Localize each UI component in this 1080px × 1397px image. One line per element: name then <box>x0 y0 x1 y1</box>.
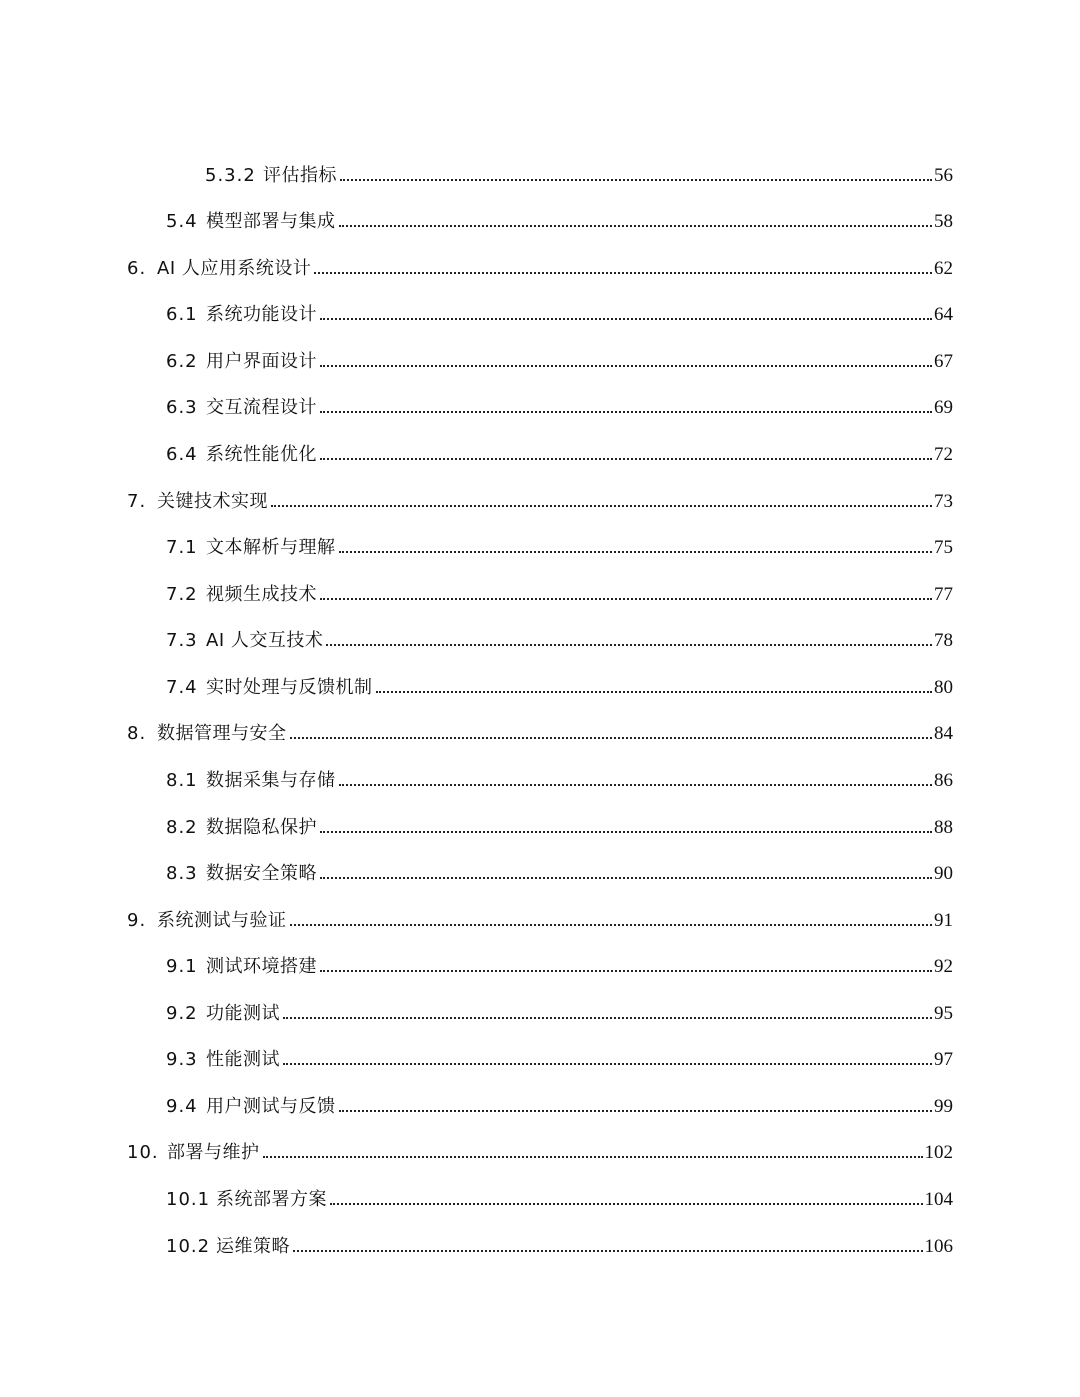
toc-entry-page: 56 <box>934 165 953 186</box>
toc-entry-6-3[interactable] <box>166 386 953 418</box>
toc-entry-number: 6.4 <box>166 444 198 465</box>
toc-entry-7-3[interactable] <box>166 619 953 651</box>
toc-entry-page: 86 <box>934 770 953 791</box>
toc-entry-number: 7.2 <box>166 584 198 605</box>
toc-entry-title: 数据采集与存储 <box>206 770 336 791</box>
toc-entry-10-1[interactable] <box>166 1178 953 1210</box>
toc-entry-title: 用户界面设计 <box>206 351 317 372</box>
toc-entry-number: 7. <box>127 491 147 512</box>
toc-entry-page: 102 <box>924 1142 953 1163</box>
toc-entry-title: 模型部署与集成 <box>206 211 336 232</box>
toc-entry-number: 8.3 <box>166 863 198 884</box>
toc-entry-page: 72 <box>934 444 953 465</box>
toc-entry-page: 78 <box>934 630 953 651</box>
toc-entry-page: 58 <box>934 211 953 232</box>
toc-entry-9-1[interactable] <box>166 945 953 977</box>
toc-entry-7-1[interactable] <box>166 526 953 558</box>
toc-entry-6-4[interactable] <box>166 433 953 465</box>
toc-entry-number: 6.3 <box>166 397 198 418</box>
toc-entry-page: 75 <box>934 537 953 558</box>
dot-leader <box>326 644 932 646</box>
toc-entry-title: 系统部署方案 <box>216 1189 327 1210</box>
dot-leader <box>320 365 932 367</box>
dot-leader <box>320 458 932 460</box>
toc-entry-number: 5.4 <box>166 211 198 232</box>
toc-entry-page: 64 <box>934 304 953 325</box>
dot-leader <box>283 1017 932 1019</box>
toc-entry-title: 文本解析与理解 <box>206 537 336 558</box>
toc-entry-title: 数据安全策略 <box>206 863 317 884</box>
toc-entry-page: 106 <box>924 1236 953 1257</box>
toc-entry-title: 部署与维护 <box>167 1142 260 1163</box>
dot-leader <box>290 924 933 926</box>
toc-entry-title: AI 人应用系统设计 <box>157 258 312 279</box>
dot-leader <box>320 318 932 320</box>
toc-entry-title: 视频生成技术 <box>206 584 317 605</box>
toc-entry-title: 性能测试 <box>206 1049 280 1070</box>
toc-entry-number: 10. <box>127 1142 159 1163</box>
toc-entry-5-3-2[interactable] <box>205 154 953 186</box>
dot-leader <box>339 225 933 227</box>
toc-entry-7-2[interactable] <box>166 573 953 605</box>
dot-leader <box>339 551 933 553</box>
toc-entry-page: 73 <box>934 491 953 512</box>
toc-entry-number: 7.3 <box>166 630 198 651</box>
toc-entry-number: 9.2 <box>166 1003 198 1024</box>
dot-leader <box>314 272 932 274</box>
toc-entry-page: 80 <box>934 677 953 698</box>
toc-entry-page: 77 <box>934 584 953 605</box>
toc-entry-9-3[interactable] <box>166 1038 953 1070</box>
toc-entry-7[interactable] <box>127 480 953 512</box>
toc-entry-title: 功能测试 <box>206 1003 280 1024</box>
dot-leader <box>271 505 932 507</box>
toc-entry-title: 测试环境搭建 <box>206 956 317 977</box>
toc-entry-7-4[interactable] <box>166 666 953 698</box>
dot-leader <box>320 831 932 833</box>
toc-entry-9[interactable] <box>127 899 953 931</box>
toc-entry-6[interactable] <box>127 247 953 279</box>
toc-entry-number: 9.4 <box>166 1096 198 1117</box>
toc-entry-page: 62 <box>934 258 953 279</box>
toc-entry-title: 用户测试与反馈 <box>206 1096 336 1117</box>
toc-entry-6-2[interactable] <box>166 340 953 372</box>
toc-entry-6-1[interactable] <box>166 293 953 325</box>
toc-entry-number: 10.2 <box>166 1236 211 1257</box>
toc-entry-8-1[interactable] <box>166 759 953 791</box>
toc-entry-page: 104 <box>924 1189 953 1210</box>
toc-entry-page: 67 <box>934 351 953 372</box>
toc-entry-title: 系统功能设计 <box>206 304 317 325</box>
toc-entry-number: 10.1 <box>166 1189 211 1210</box>
toc-entry-page: 88 <box>934 817 953 838</box>
dot-leader <box>339 1110 933 1112</box>
toc-entry-title: AI 人交互技术 <box>206 630 324 651</box>
toc-entry-title: 关键技术实现 <box>157 491 268 512</box>
toc-entry-number: 8.2 <box>166 817 198 838</box>
toc-entry-number: 9.3 <box>166 1049 198 1070</box>
dot-leader <box>290 737 933 739</box>
toc-entry-title: 交互流程设计 <box>206 397 317 418</box>
toc-entry-number: 9. <box>127 910 147 931</box>
toc-entry-page: 91 <box>934 910 953 931</box>
dot-leader <box>330 1203 923 1205</box>
toc-entry-number: 6. <box>127 258 147 279</box>
toc-entry-number: 6.1 <box>166 304 198 325</box>
toc-entry-title: 数据隐私保护 <box>206 817 317 838</box>
toc-entry-page: 90 <box>934 863 953 884</box>
toc-entry-title: 运维策略 <box>216 1236 290 1257</box>
toc-entry-title: 系统测试与验证 <box>157 910 287 931</box>
toc-entry-8[interactable] <box>127 712 953 744</box>
toc-entry-page: 99 <box>934 1096 953 1117</box>
dot-leader <box>320 970 932 972</box>
dot-leader <box>340 179 932 181</box>
dot-leader <box>320 411 932 413</box>
toc-entry-number: 7.1 <box>166 537 198 558</box>
toc-entry-title: 评估指标 <box>263 165 337 186</box>
toc-entry-10-2[interactable] <box>166 1225 953 1257</box>
toc-entry-page: 97 <box>934 1049 953 1070</box>
toc-entry-number: 9.1 <box>166 956 198 977</box>
toc-entry-9-2[interactable] <box>166 992 953 1024</box>
toc-entry-page: 92 <box>934 956 953 977</box>
toc-entry-number: 5.3.2 <box>205 165 256 186</box>
toc-entry-title: 数据管理与安全 <box>157 723 287 744</box>
toc-entry-8-3[interactable] <box>166 852 953 884</box>
toc-entry-page: 84 <box>934 723 953 744</box>
toc-entry-title: 实时处理与反馈机制 <box>206 677 373 698</box>
toc-entry-page: 69 <box>934 397 953 418</box>
toc-entry-5-4[interactable] <box>166 200 953 232</box>
dot-leader <box>263 1156 923 1158</box>
toc-entry-10[interactable] <box>127 1131 953 1163</box>
dot-leader <box>376 691 933 693</box>
dot-leader <box>283 1063 932 1065</box>
dot-leader <box>320 598 932 600</box>
toc-entry-number: 8.1 <box>166 770 198 791</box>
toc-entry-number: 6.2 <box>166 351 198 372</box>
toc-entry-number: 7.4 <box>166 677 198 698</box>
toc-entry-title: 系统性能优化 <box>206 444 317 465</box>
dot-leader <box>339 784 933 786</box>
toc-entry-number: 8. <box>127 723 147 744</box>
dot-leader <box>293 1250 923 1252</box>
dot-leader <box>320 877 932 879</box>
toc-entry-8-2[interactable] <box>166 806 953 838</box>
toc-entry-9-4[interactable] <box>166 1085 953 1117</box>
toc-entry-page: 95 <box>934 1003 953 1024</box>
